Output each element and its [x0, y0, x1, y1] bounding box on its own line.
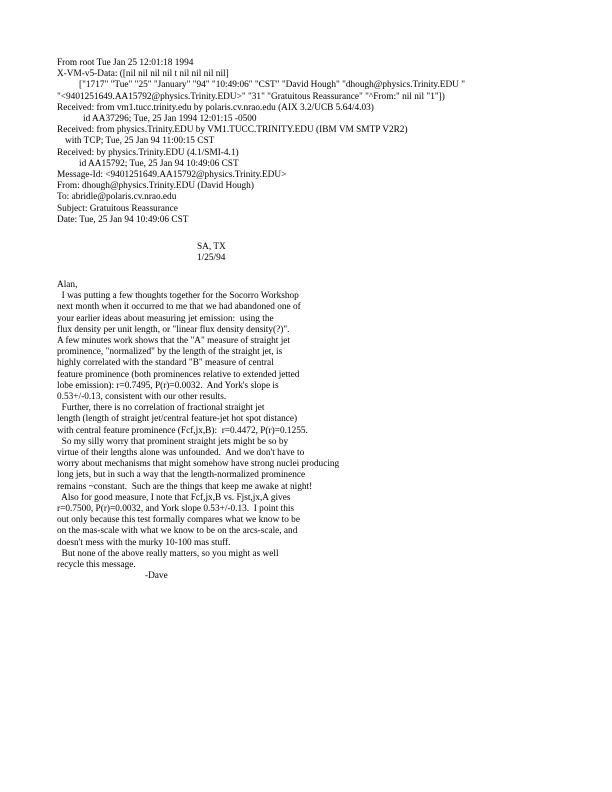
- body-line: prominence, "normalized" by the length of the straight jet, is: [57, 347, 283, 358]
- location-line: SA, TX: [197, 242, 226, 252]
- header-line: id AA15792; Tue, 25 Jan 94 10:49:06 CST: [79, 158, 239, 169]
- body-line: recycle this message.: [57, 560, 136, 571]
- body-line: on the mas-scale with what we know to be on the arcs-scale, and: [57, 526, 298, 537]
- body-line: Alan,: [57, 280, 78, 290]
- header-line: Message-Id: <9401251649.AA15792@physics.Trinity.EDU>: [57, 170, 287, 181]
- body-paragraphs: [57, 280, 339, 571]
- header-line: To: abridle@polaris.cv.nrao.edu: [57, 192, 177, 203]
- header-line: ["1717" "Tue" "25" "January" "94" "10:49:06" "CST" "David Hough" "dhough@physics.Trinity.EDU ": [79, 80, 465, 91]
- body-line: doesn't mess with the murky 10-100 mas stuff.: [57, 537, 231, 548]
- body-line: Further, there is no correlation of fractional straight jet: [57, 403, 265, 414]
- header-line: Date: Tue, 25 Jan 94 10:49:06 CST: [57, 214, 189, 225]
- body-line: But none of the above really matters, so you might as well: [57, 548, 279, 559]
- header-line: Subject: Gratuitous Reassurance: [57, 203, 178, 214]
- date-line: 1/25/94: [197, 253, 226, 264]
- body-line: Also for good measure, I note that Fcf,jx,B vs. Fjst,jx,A gives: [57, 492, 291, 503]
- header-line: "<9401251649.AA15792@physics.Trinity.EDU>" "31" "Gratuitous Reassurance" "^From:" nil nil "1"]): [57, 91, 445, 102]
- header-line: with TCP; Tue, 25 Jan 94 11:00:15 CST: [65, 136, 215, 147]
- location-date-block: [197, 242, 226, 264]
- header-line: Received: from vm1.tucc.trinity.edu by polaris.cv.nrao.edu (AIX 3.2/UCB 5.64/4.03): [57, 102, 374, 113]
- body-line: worry about mechanisms that might somehow have strong nuclei producing: [57, 459, 340, 470]
- body-line: remains ~constant. Such are the things that keep me awake at night!: [57, 481, 313, 492]
- body-line: highly correlated with the standard "B" measure of central: [57, 358, 274, 369]
- header-line: Received: by physics.Trinity.EDU (4.1/SMI-4.1): [57, 147, 239, 158]
- email-headers: [57, 58, 465, 226]
- signature: -Dave: [145, 571, 168, 582]
- body-line: So my silly worry that prominent straight jets might be so by: [57, 436, 289, 447]
- body-line: feature prominence (both prominences relative to extended jetted: [57, 369, 300, 380]
- body-line: 0.53+/-0.13, consistent with our other results.: [57, 392, 227, 403]
- header-line: From root Tue Jan 25 12:01:18 1994: [57, 58, 194, 68]
- body-line: out only because this test formally compares what we know to be: [57, 515, 300, 526]
- body-line: I was putting a few thoughts together for the Socorro Workshop: [57, 291, 299, 302]
- body-line: length (length of straight jet/central feature-jet hot spot distance): [57, 414, 298, 425]
- body-line: A few minutes work shows that the "A" measure of straight jet: [57, 336, 290, 347]
- header-line: id AA37296; Tue, 25 Jan 1994 12:01:15 -0500: [83, 114, 257, 125]
- body-line: with central feature prominence (Fcf,jx,B): r=0.4472, P(r)=0.1255.: [57, 425, 308, 436]
- body-line: your earlier ideas about measuring jet emission: using the: [57, 313, 274, 324]
- body-line: long jets, but in such a way that the length-normalized prominence: [57, 470, 306, 481]
- header-line: From: dhough@physics.Trinity.EDU (David Hough): [57, 181, 254, 192]
- body-line: flux density per unit length, or "linear flux density density(?)".: [57, 324, 290, 335]
- body-line: lobe emission): r=0.7495, P(r)=0.0032. And York's slope is: [57, 380, 279, 391]
- body-line: virtue of their lengths alone was unfounded. And we don't have to: [57, 448, 305, 459]
- header-line: X-VM-v5-Data: ([nil nil nil nil t nil nil nil nil]: [57, 69, 229, 80]
- header-line: Received: from physics.Trinity.EDU by VM1.TUCC.TRINITY.EDU (IBM VM SMTP V2R2): [57, 125, 408, 136]
- body-line: r=0.7500, P(r)=0.0032, and York slope 0.53+/-0.13. I point this: [57, 504, 295, 515]
- message-body: [57, 280, 339, 582]
- body-line: next month when it occurred to me that we had abandoned one of: [57, 302, 301, 313]
